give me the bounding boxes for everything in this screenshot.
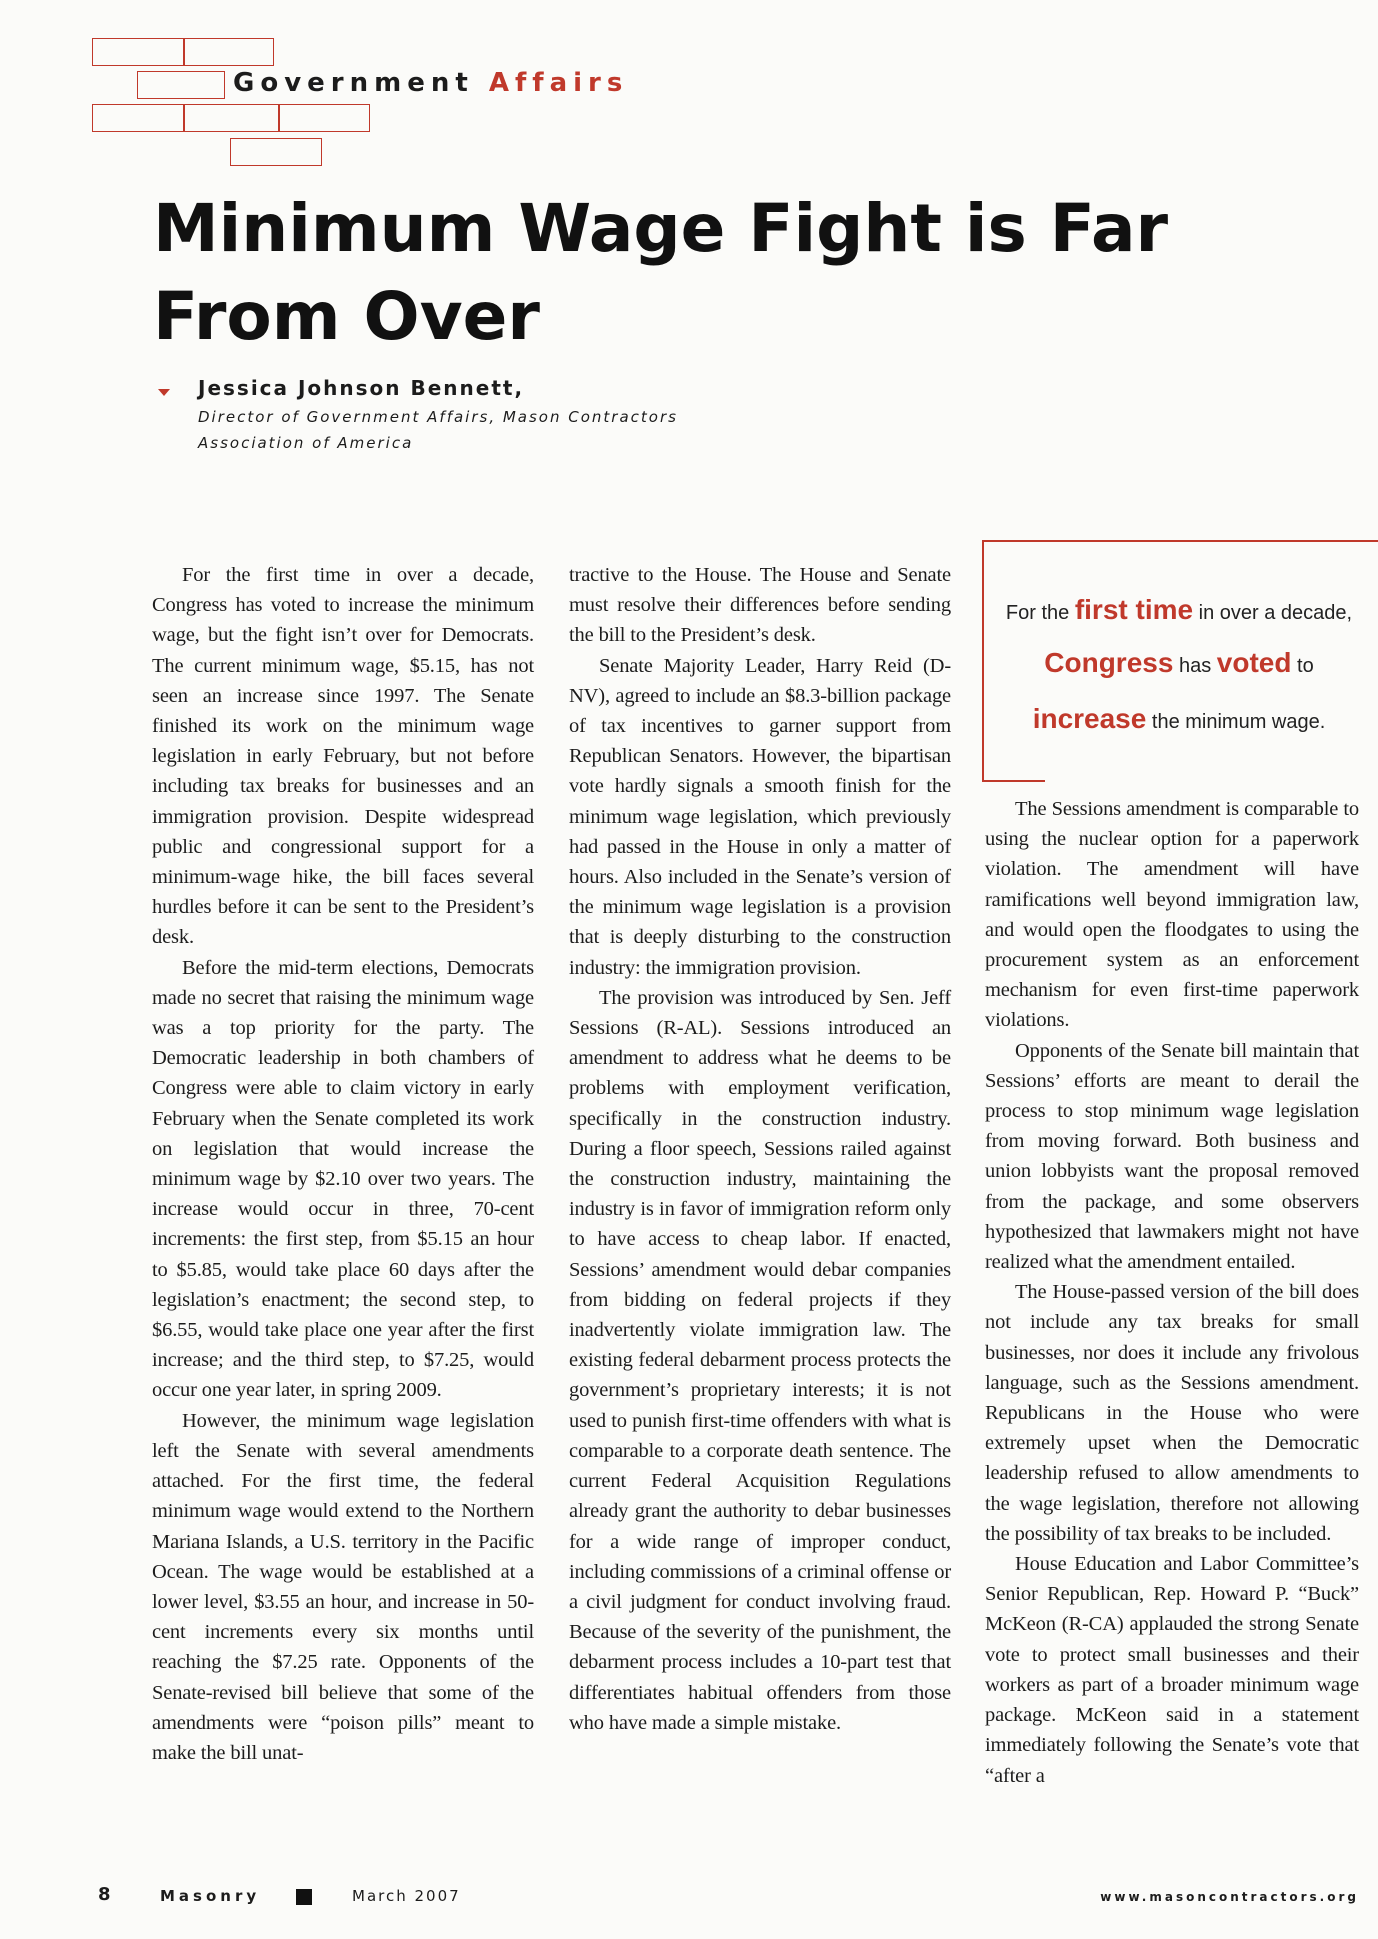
issue-date: March 2007 — [352, 1887, 461, 1905]
article-headline: Minimum Wage Fight is Far From Over — [153, 190, 1169, 355]
article-column-1 — [152, 560, 534, 1768]
page-number: 8 — [98, 1884, 111, 1905]
brick-logo-block — [92, 104, 184, 132]
brick-logo-block — [137, 71, 225, 99]
article-paragraph: Senate Majority Leader, Harry Reid (D-NV), agreed to include an $8.3-billion package of tax incentives to garner support from Republican Senators. However, the bipartisan vote hardly signals a smooth finish for the minimum wage legislation, which previously had passed in the House in only a matter of hours. Also included in the Senate’s version of the minimum wage legislation is a provision that is deeply disturbing to the construction industry: the immigration provision. — [569, 654, 951, 979]
article-paragraph: The Sessions amendment is comparable to using the nuclear option for a paperwork violation. The amendment will have ramifications well beyond immigration law, and would open the floodgates to using the procurement system as an enforcement mechanism for even first-time paperwork violations. — [985, 798, 1359, 1032]
brick-logo-block — [230, 138, 322, 166]
author-title: Director of Government Affairs, Mason Contractors Association of America — [198, 408, 678, 452]
pullquote-emphasis: first time — [1074, 594, 1194, 625]
article-paragraph: Opponents of the Senate bill maintain that Sessions’ efforts are meant to derail the process to stop minimum wage legislation from moving forward. Both business and union lobbyists want the proposal removed from the package, and some observers hypothesized that lawmakers might not have realized what the amendment entailed. — [985, 1039, 1359, 1274]
pullquote-text: the minimum wage. — [1151, 711, 1326, 733]
article-paragraph: The House-passed version of the bill does not include any tax breaks for small businesses, nor does it include any frivolous language, such as the Sessions amendment. Republicans in the House who were extremely upset when the Democratic leadership refused to allow amendments to the wage legislation, therefore not allowing the possibility of tax breaks to be included. — [985, 1281, 1359, 1545]
article-paragraph: However, the minimum wage legislation left the Senate with several amendments attached. For the first time, the federal minimum wage would extend to the Northern Mariana Islands, a U.S. territory in the Pacific Ocean. The wage would be established at a lower level, $3.55 an hour, and increase in 50-cent increments every six months until reaching the $7.25 rate. Opponents of the Senate-revised bill believe that some of the amendments were “poison pills” meant to make the bill unat- — [152, 1409, 534, 1764]
article-paragraph: For the first time in over a decade, Congress has voted to increase the minimum wage, but the fight isn’t over for Democrats. The current minimum wage, $5.15, has not seen an increase since 1997. The Senate finished its work on the minimum wage legislation in early February, but not before including tax breaks for businesses and an immigration provision. Despite widespread public and congressional support for a minimum-wage hike, the bill faces several hurdles before it can be sent to the President’s desk. — [152, 564, 534, 949]
pullquote-text: to — [1297, 655, 1314, 677]
section-label-accent: Affairs — [488, 68, 629, 98]
pullquote-emphasis: voted — [1216, 647, 1292, 678]
footer-square-icon — [296, 1889, 312, 1905]
pullquote-text: has — [1178, 655, 1212, 677]
pullquote-line — [996, 590, 1362, 633]
byline-arrow-icon — [158, 389, 170, 396]
pullquote-line — [996, 696, 1362, 745]
article-paragraph: The provision was introduced by Sen. Jeff Sessions (R-AL). Sessions introduced an amendment to address what he deems to be problems with employment verification, specifically in the construction industry. During a floor speech, Sessions railed against the construction industry, maintaining the industry is in favor of immigration reform only to have access to cheap labor. If enacted, Sessions’ amendment would debar companies from bidding on federal projects if they inadvertently violate immigration law. The existing federal debarment process protects the government’s proprietary interests; it is not used to punish first-time offenders with what is comparable to a corporate death sentence. The current Federal Acquisition Regulations already grant the authority to debar businesses for a wide range of improper conduct, including commissions of a criminal offense or a civil judgment for conduct involving fraud. Because of the severity of the punishment, the debarment process includes a 10-part test that differentiates habitual offenders from those who have made a simple mistake. — [569, 986, 951, 1734]
article-paragraph: Before the mid-term elections, Democrats made no secret that raising the minimum wage was a top priority for the party. The Democratic leadership in both chambers of Congress were able to claim victory in early February when the Senate completed its work on legislation that would increase the minimum wage by $2.10 over two years. The increase would occur in three, 70-cent increments: the first step, from $5.15 an hour to $5.85, would take place 60 days after the legislation’s enactment; the second step, to $6.55, would take place one year after the first increase; and the third step, to $7.25, would occur one year later, in spring 2009. — [152, 956, 534, 1402]
magazine-name: Masonry — [160, 1887, 261, 1905]
brick-logo-block — [184, 38, 274, 66]
article-paragraph: House Education and Labor Committee’s Senior Republican, Rep. Howard P. “Buck” McKeon (R-CA) applauded the strong Senate vote to protect small businesses and their workers as part of a broader minimum wage package. McKeon said in a statement immediately following the Senate’s vote that “after a — [985, 1553, 1359, 1787]
brick-logo-block — [92, 38, 184, 66]
pullquote-line — [996, 633, 1362, 696]
section-label-prefix: Government — [233, 68, 474, 98]
pullquote-text: For the — [1005, 602, 1070, 624]
article-paragraph: tractive to the House. The House and Senate must resolve their differences before sending the bill to the President’s desk. — [569, 564, 951, 647]
article-column-3 — [985, 794, 1359, 1791]
pullquote-emphasis: increase — [1032, 703, 1147, 734]
author-name: Jessica Johnson Bennett, — [198, 376, 525, 400]
website-url: www.masoncontractors.org — [1100, 1890, 1359, 1904]
pullquote-text: in over a decade, — [1198, 602, 1353, 624]
pullquote — [982, 542, 1372, 781]
brick-logo-block — [279, 104, 370, 132]
article-column-2 — [569, 560, 951, 1738]
section-label — [233, 68, 628, 98]
brick-logo-block — [184, 104, 279, 132]
pullquote-emphasis: Congress — [1044, 647, 1174, 678]
